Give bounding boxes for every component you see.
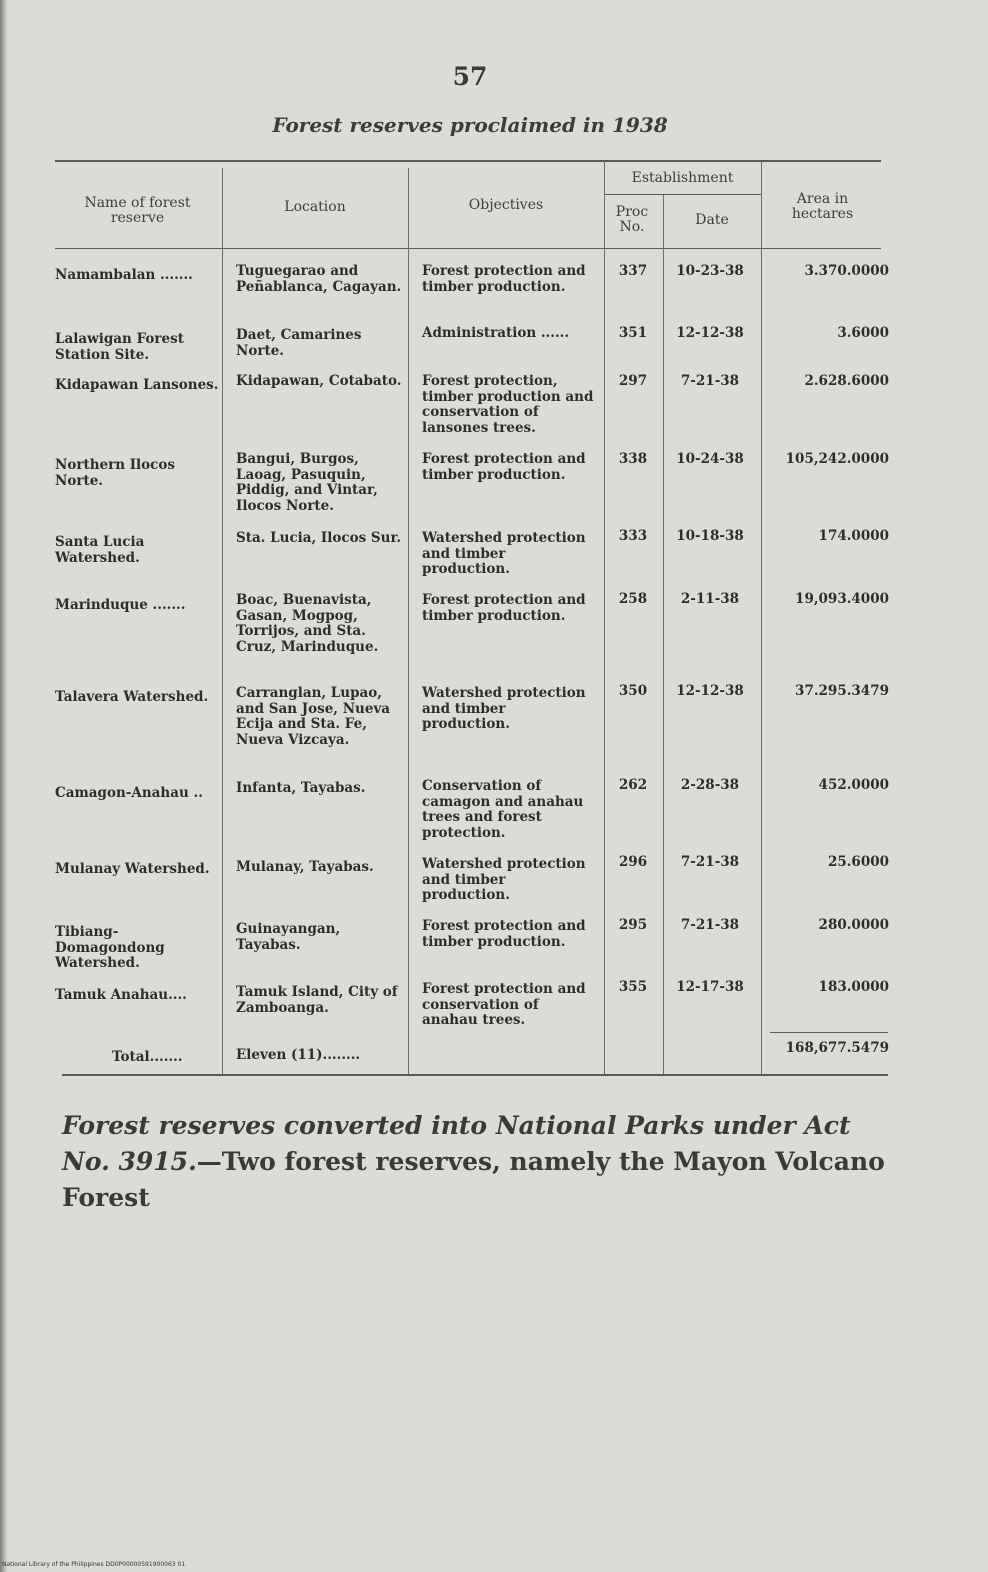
row-2-name: Lalawigan Forest Station Site. bbox=[55, 331, 184, 363]
row-7-proc: 350 bbox=[618, 683, 648, 699]
establishment-subrule bbox=[604, 194, 761, 195]
row-1-name: Namambalan ....... bbox=[55, 267, 193, 283]
row-2-area: 3.6000 bbox=[837, 325, 889, 341]
row-9-name: Mulanay Watershed. bbox=[55, 861, 210, 877]
row-2-objectives: Administration ...... bbox=[422, 325, 570, 341]
row-11-objectives: Forest protection and conservation of anahau trees. bbox=[422, 981, 586, 1028]
row-6-area: 19,093.4000 bbox=[795, 591, 889, 607]
row-4-proc: 338 bbox=[618, 451, 648, 467]
page-number: 57 bbox=[452, 62, 488, 91]
row-1-date: 10-23-38 bbox=[676, 263, 744, 279]
footer-text: —Two forest reserves, namely the Mayon Volcano Forest bbox=[62, 1147, 885, 1212]
table-top-rule bbox=[55, 160, 881, 162]
row-11-location: Tamuk Island, City of Zamboanga. bbox=[236, 984, 398, 1016]
header-objectives: Objectives bbox=[468, 197, 544, 213]
total-sum-rule bbox=[770, 1032, 888, 1033]
row-1-proc: 337 bbox=[618, 263, 648, 279]
row-6-name: Marinduque ....... bbox=[55, 597, 186, 613]
row-8-proc: 262 bbox=[618, 777, 648, 793]
row-3-date: 7-21-38 bbox=[680, 373, 740, 389]
header-establishment: Establishment bbox=[631, 170, 734, 186]
row-5-date: 10-18-38 bbox=[676, 528, 744, 544]
row-8-area: 452.0000 bbox=[818, 777, 889, 793]
row-4-area: 105,242.0000 bbox=[785, 451, 889, 467]
book-spine-shadow bbox=[0, 0, 8, 1572]
row-5-location: Sta. Lucia, Ilocos Sur. bbox=[236, 530, 402, 546]
row-9-date: 7-21-38 bbox=[680, 854, 740, 870]
row-4-location: Bangui, Burgos, Laoag, Pasuquin, Piddig, and Vintar, Ilocos Norte. bbox=[236, 451, 378, 514]
row-7-date: 12-12-38 bbox=[676, 683, 744, 699]
row-10-area: 280.0000 bbox=[818, 917, 889, 933]
table-title: Forest reserves proclaimed in 1938 bbox=[272, 113, 668, 137]
row-11-area: 183.0000 bbox=[818, 979, 889, 995]
row-8-objectives: Conservation of camagon and anahau trees and forest protection. bbox=[422, 778, 584, 841]
row-11-name: Tamuk Anahau.... bbox=[55, 987, 187, 1003]
row-8-date: 2-28-38 bbox=[680, 777, 740, 793]
row-10-location: Guinayangan, Tayabas. bbox=[236, 921, 341, 953]
row-9-area: 25.6000 bbox=[827, 854, 889, 870]
column-divider-3 bbox=[604, 162, 605, 1074]
row-11-date: 12-17-38 bbox=[676, 979, 744, 995]
row-3-name: Kidapawan Lansones. bbox=[55, 377, 219, 393]
row-7-location: Carranglan, Lupao, and San Jose, Nueva Ecija and Sta. Fe, Nueva Vizcaya. bbox=[236, 685, 391, 748]
row-10-proc: 295 bbox=[618, 917, 648, 933]
row-1-objectives: Forest protection and timber production. bbox=[422, 263, 586, 295]
row-4-objectives: Forest protection and timber production. bbox=[422, 451, 586, 483]
row-7-name: Talavera Watershed. bbox=[55, 689, 209, 705]
row-3-objectives: Forest protection, timber production and conservation of lansones trees. bbox=[422, 373, 594, 436]
header-name: Name of forest reserve bbox=[84, 195, 191, 226]
row-1-area: 3.370.0000 bbox=[804, 263, 889, 279]
row-6-objectives: Forest protection and timber production. bbox=[422, 592, 586, 624]
column-divider-5 bbox=[761, 162, 762, 1074]
footer-paragraph bbox=[62, 1108, 902, 1216]
row-5-name: Santa Lucia Watershed. bbox=[55, 534, 145, 566]
row-10-date: 7-21-38 bbox=[680, 917, 740, 933]
row-5-area: 174.0000 bbox=[818, 528, 889, 544]
row-8-location: Infanta, Tayabas. bbox=[236, 780, 366, 796]
total-area: 168,677.5479 bbox=[785, 1040, 889, 1056]
row-4-date: 10-24-38 bbox=[676, 451, 744, 467]
total-label: Total....... bbox=[112, 1049, 183, 1065]
header-proc-no: Proc No. bbox=[615, 204, 649, 235]
row-7-objectives: Watershed protection and timber production. bbox=[422, 685, 586, 732]
row-11-proc: 355 bbox=[618, 979, 648, 995]
row-8-name: Camagon-Anahau .. bbox=[55, 785, 203, 801]
header-location: Location bbox=[284, 199, 346, 215]
table-bottom-rule bbox=[62, 1074, 888, 1076]
header-bottom-rule bbox=[55, 248, 881, 249]
row-5-proc: 333 bbox=[618, 528, 648, 544]
row-6-date: 2-11-38 bbox=[680, 591, 740, 607]
row-1-location: Tuguegarao and Peñablanca, Cagayan. bbox=[236, 263, 402, 295]
header-date: Date bbox=[695, 212, 729, 228]
column-divider-1 bbox=[222, 168, 223, 1074]
row-10-objectives: Forest protection and timber production. bbox=[422, 918, 586, 950]
scan-credit: National Library of the Philippines DD0P00000591900063 01 bbox=[2, 1561, 186, 1568]
total-location: Eleven (11)........ bbox=[236, 1047, 361, 1063]
row-10-name: Tibiang-Domagondong Watershed. bbox=[55, 924, 165, 971]
row-3-location: Kidapawan, Cotabato. bbox=[236, 373, 402, 389]
footer-italic-heading: Forest reserves converted into National Parks under Act No. 3915. bbox=[62, 1111, 851, 1176]
column-divider-2 bbox=[408, 168, 409, 1074]
row-2-location: Daet, Camarines Norte. bbox=[236, 327, 362, 359]
row-6-location: Boac, Buenavista, Gasan, Mogpog, Torrijos, and Sta. Cruz, Marinduque. bbox=[236, 592, 379, 655]
row-9-location: Mulanay, Tayabas. bbox=[236, 859, 374, 875]
row-2-proc: 351 bbox=[618, 325, 648, 341]
row-3-area: 2.628.6000 bbox=[804, 373, 889, 389]
row-3-proc: 297 bbox=[618, 373, 648, 389]
row-7-area: 37.295.3479 bbox=[795, 683, 889, 699]
row-2-date: 12-12-38 bbox=[676, 325, 744, 341]
row-9-proc: 296 bbox=[618, 854, 648, 870]
row-6-proc: 258 bbox=[618, 591, 648, 607]
row-4-name: Northern Ilocos Norte. bbox=[55, 457, 175, 489]
header-area: Area in hectares bbox=[791, 191, 854, 222]
row-9-objectives: Watershed protection and timber production. bbox=[422, 856, 586, 903]
row-5-objectives: Watershed protection and timber production. bbox=[422, 530, 586, 577]
